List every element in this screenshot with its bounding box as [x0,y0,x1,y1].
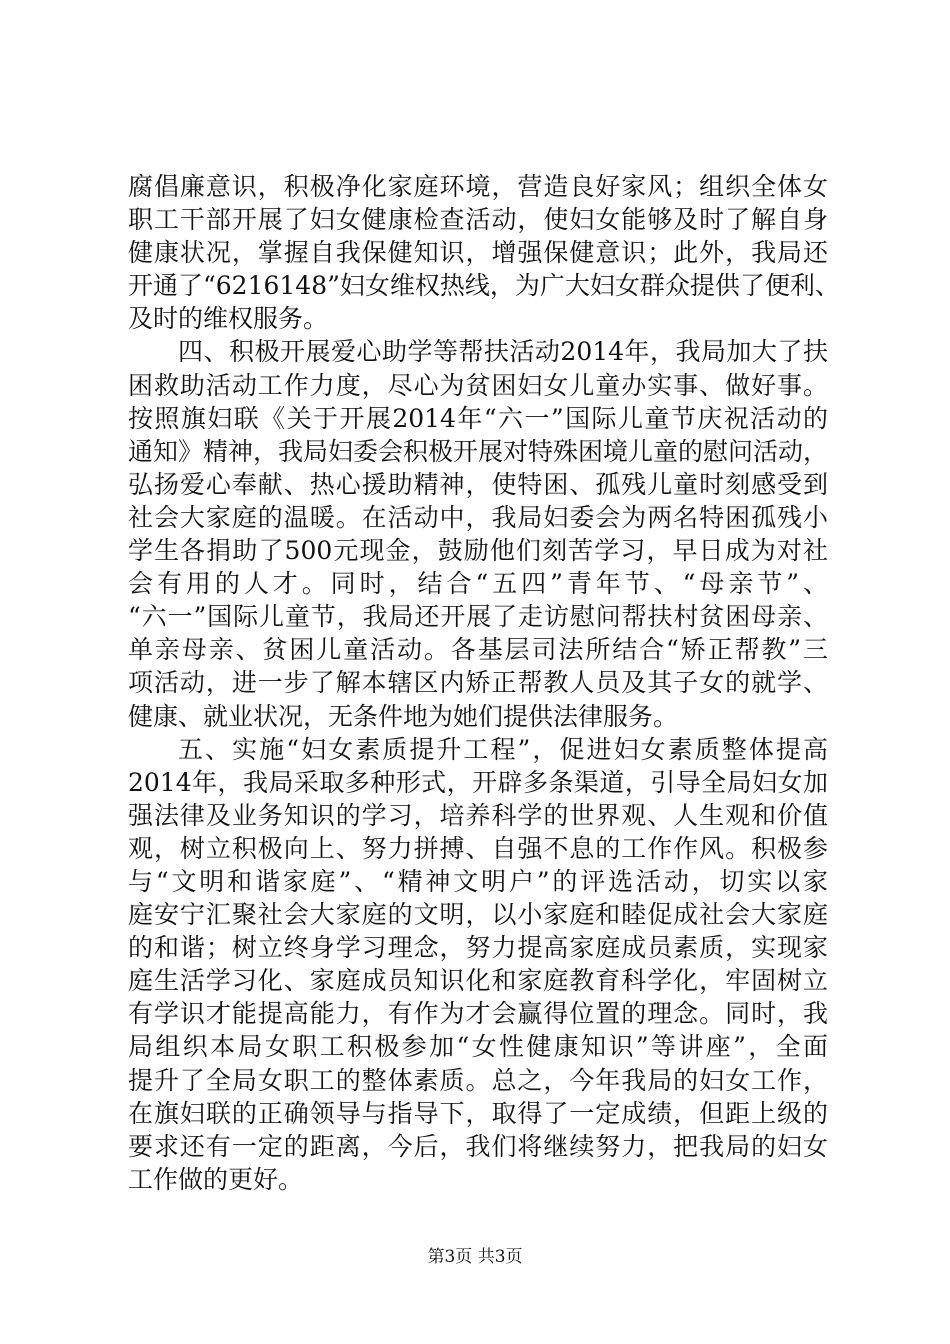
text-line: 健康状况，掌握自我保健知识，增强保健意识；此外，我局还 [128,238,828,268]
text-line: 弘扬爱心奉献、热心援助精神，使特困、孤残儿童时刻感受到 [128,469,828,499]
text-line: 在旗妇联的正确领导与指导下，取得了一定成绩，但距上级的 [128,1098,828,1128]
text-line: 庭生活学习化、家庭成员知识化和家庭教育科学化，牢固树立 [128,966,828,996]
text-line: 社会大家庭的温暖。在活动中，我局妇委会为两名特困孤残小 [128,502,828,532]
text-line: 强法律及业务知识的学习，培养科学的世界观、人生观和价值 [128,800,828,830]
text-line: 按照旗妇联《关于开展2014年“六一”国际儿童节庆祝活动的 [128,403,828,433]
text-line: 2014年，我局采取多种形式，开辟多条渠道，引导全局妇女加 [128,767,828,797]
text-line: 庭安宁汇聚社会大家庭的文明，以小家庭和睦促成社会大家庭 [128,900,828,930]
text-line: 四、积极开展爱心助学等帮扶活动2014年，我局加大了扶 [178,337,828,367]
document-body [128,170,840,1196]
text-line: “六一”国际儿童节，我局还开展了走访慰问帮扶村贫困母亲、 [128,602,828,632]
text-line: 要求还有一定的距离，今后，我们将继续努力，把我局的妇女 [128,1131,828,1161]
text-line: 五、实施“妇女素质提升工程”，促进妇女素质整体提高 [178,734,828,764]
text-line: 观，树立积极向上、努力拼搏、自强不息的工作作风。积极参 [128,833,828,863]
text-line: 单亲母亲、贫困儿童活动。各基层司法所结合“矫正帮教”三 [128,635,828,665]
text-line: 有学识才能提高能力，有作为才会赢得位置的理念。同时，我 [128,999,828,1029]
text-line: 项活动，进一步了解本辖区内矫正帮教人员及其子女的就学、 [128,668,828,698]
text-line: 开通了“6216148”妇女维权热线，为广大妇女群众提供了便利、 [128,271,840,301]
text-line: 学生各捐助了500元现金，鼓励他们刻苦学习，早日成为对社 [128,536,828,566]
text-line: 提升了全局女职工的整体素质。总之，今年我局的妇女工作， [128,1065,828,1095]
text-line: 会有用的人才。同时，结合“五四”青年节、“母亲节”、 [128,569,828,599]
text-line: 腐倡廉意识，积极净化家庭环境，营造良好家风；组织全体女 [128,172,828,201]
text-line: 职工干部开展了妇女健康检查活动，使妇女能够及时了解自身 [128,205,828,235]
text-line: 困救助活动工作力度，尽心为贫困妇女儿童办实事、做好事。 [128,370,828,400]
text-line: 健康、就业状况，无条件地为她们提供法律服务。 [128,701,679,731]
text-line: 局组织本局女职工积极参加“女性健康知识”等讲座”，全面 [128,1032,828,1062]
text-line: 的和谐；树立终身学习理念，努力提高家庭成员素质，实现家 [128,933,828,963]
page-footer: 第3页 共3页 [427,1247,523,1267]
text-line: 及时的维权服务。 [128,304,329,334]
text-line: 通知》精神，我局妇委会积极开展对特殊困境儿童的慰问活动， [128,436,829,466]
text-line: 与“文明和谐家庭”、“精神文明户”的评选活动，切实以家 [128,866,828,896]
text-line: 工作做的更好。 [128,1164,304,1194]
